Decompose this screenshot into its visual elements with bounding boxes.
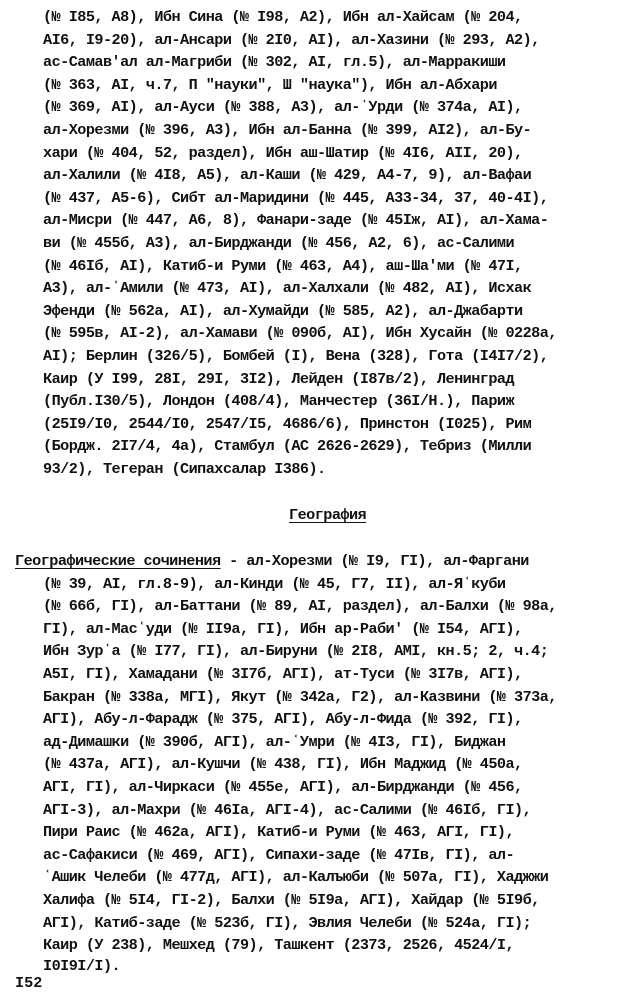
text-line: ас-Самав'ал ал-Магриби (№ 302, AI, гл.5), ал-Марракиши (43, 53, 506, 72)
text-line: хари (№ 404, 52, раздел), Ибн аш-Шатир (№ 4I6, AII, 20), (43, 143, 523, 162)
text-line: AГI, ГI), ал-Чиркаси (№ 455е, AГI), ал-Бирджанди (№ 456, (43, 778, 523, 796)
text-line: AГI-3), ал-Махри (№ 46Iа, AГI-4), ас-Салими (№ 46Iб, ГI), (43, 800, 532, 819)
entry-term: Географические сочинения (15, 552, 221, 570)
text-line: Каир (У I99, 28I, 29I, 3I2), Лейден (I87в/2), Ленинград (43, 369, 515, 388)
text-line: Халифа (№ 5I4, ГI-2), Балхи (№ 5I9а, AГI), Хайдар (№ 5I9б, (43, 891, 540, 909)
text-line: AI); Берлин (326/5), Бомбей (I), Вена (328), Гота (I4I7/2), (43, 347, 549, 365)
text-line: Пири Раис (№ 462а, AГI), Катиб-и Руми (№ 463, AГI, ГI), (43, 823, 515, 842)
text-line: A5I, ГI), Хамадани (№ 3I7б, AГI), ат-Туси (№ 3I7в, AГI), (43, 665, 523, 683)
text-line: (№ 437, A5-6), Сибт ал-Маридини (№ 445, A33-34, 37, 40-4I), (43, 188, 549, 207)
text-line: ал-Хорезми (№ 396, A3), Ибн ал-Банна (№ 399, AI2), ал-Бу- (43, 121, 532, 139)
text-line: ʿАшик Челеби (№ 477д, AГI), ал-Калъюби (№ 507а, ГI), Хаджжи (43, 868, 549, 887)
entry-first-line (15, 550, 529, 573)
page-number: I52 (15, 974, 43, 992)
text-line: (Публ.I30/5), Лондон (408/4), Манчестер (36I/Н.), Париж (43, 392, 515, 411)
section-heading: География (289, 506, 367, 524)
text-line: 93/2), Тегеран (Сипахсалар I386). (43, 460, 326, 478)
text-line: (№ 46Iб, AI), Катиб-и Руми (№ 463, A4), аш-Ша'ми (№ 47I, (43, 256, 523, 275)
text-line: Бакран (№ 338а, MГI), Якут (№ 342а, Г2), ал-Казвини (№ 373а, (43, 687, 557, 706)
text-line: A3), ал-ʿАмили (№ 473, AI), ал-Халхали (№ 482, AI), Исхак (43, 279, 532, 298)
text-line: ас-Сафакиси (№ 469, AГI), Сипахи-заде (№ 47Iв, ГI), ал- (43, 845, 515, 864)
text-line: ад-Димашки (№ 390б, AГI), ал-ʿУмри (№ 4I3, ГI), Биджан (43, 732, 506, 751)
text-line: ви (№ 455б, A3), ал-Бирджанди (№ 456, A2, 6), ас-Салими (43, 234, 515, 252)
text-line: (№ 39, AI, гл.8-9), ал-Кинди (№ 45, Г7, II), ал-Яʿкуби (43, 574, 506, 593)
text-line: ал-Халили (№ 4I8, A5), ал-Каши (№ 429, A4-7, 9), ал-Вафаи (43, 166, 532, 185)
text-line: (№ 437а, AГI), ал-Кушчи (№ 438, ГI), Ибн Маджид (№ 450а, (43, 755, 523, 774)
text-line: (№ 363, AI, ч.7, П "науки", Ш "наука"), Ибн ал-Абхари (43, 75, 497, 94)
text-line: ал-Мисри (№ 447, A6, 8), Фанари-заде (№ 45Iж, AI), ал-Хама- (43, 211, 549, 230)
text-line: ГI), ал-Масʿуди (№ II9а, ГI), Ибн ар-Раби' (№ I54, AГI), (43, 619, 523, 638)
text-line: Ибн Зурʿа (№ I77, ГI), ал-Бируни (№ 2I8, AMI, кн.5; 2, ч.4; (43, 642, 549, 661)
text-line: AГI), Катиб-заде (№ 523б, ГI), Эвлия Челеби (№ 524а, ГI); (43, 913, 532, 932)
text-line: (25I9/I0, 2544/I0, 2547/I5, 4686/6), Принстон (I025), Рим (43, 414, 532, 433)
text-line: AI6, I9-20), ал-Ансари (№ 2I0, AI), ал-Хазини (№ 293, A2), (43, 30, 540, 49)
text-line: (№ 369, AI), ал-Ауси (№ 388, A3), ал-ʿУрди (№ 374а, AI), (43, 98, 523, 117)
text-line: (Бордж. 2I7/4, 4а), Стамбул (АС 2626-2629), Тебриз (Милли (43, 437, 532, 456)
text-line: AГI), Абу-л-Фарадж (№ 375, AГI), Абу-л-Фида (№ 392, ГI), (43, 710, 523, 729)
text-line: (№ 595в, AI-2), ал-Хамави (№ 090б, AI), Ибн Хусайн (№ 0228а, (43, 324, 557, 343)
text-line: I0I9I/I). (43, 956, 121, 975)
entry-first-line-text: - ал-Хорезми (№ I9, ГI), ал-Фаргани (220, 552, 529, 570)
text-line: (№ I85, A8), Ибн Сина (№ I98, A2), Ибн ал-Хайсам (№ 204, (43, 8, 523, 26)
text-line: (№ 66б, ГI), ал-Баттани (№ 89, AI, раздел), ал-Балхи (№ 98а, (43, 597, 557, 616)
text-line: Каир (У 238), Мешхед (79), Ташкент (2373, 2526, 4524/I, (43, 936, 515, 955)
text-line: Эфенди (№ 562а, AI), ал-Хумайди (№ 585, A2), ал-Джабарти (43, 301, 523, 320)
